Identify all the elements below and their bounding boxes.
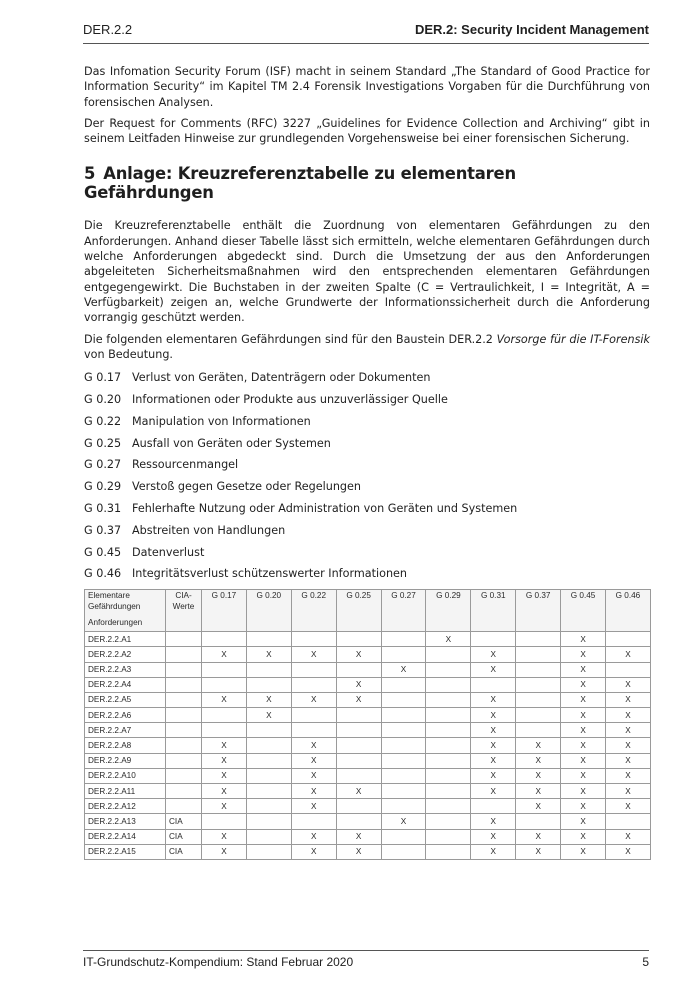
page-content bbox=[84, 64, 650, 860]
threat-column-header: G 0.27 bbox=[381, 590, 426, 632]
mapping-cell bbox=[426, 692, 471, 707]
mapping-cell bbox=[606, 632, 651, 647]
mapping-cell bbox=[291, 723, 336, 738]
table-row bbox=[85, 829, 651, 844]
header-module-id: DER.2.2 bbox=[83, 22, 133, 37]
mapping-cell bbox=[336, 723, 381, 738]
requirement-cell: DER.2.2.A10 bbox=[85, 768, 166, 783]
mapping-cell bbox=[381, 647, 426, 662]
threat-item bbox=[84, 414, 650, 436]
mapping-cell bbox=[381, 708, 426, 723]
requirement-cell: DER.2.2.A14 bbox=[85, 829, 166, 844]
mapping-cell bbox=[516, 632, 561, 647]
mapping-cell: X bbox=[246, 708, 291, 723]
requirement-cell: DER.2.2.A6 bbox=[85, 708, 166, 723]
threat-column-header: G 0.31 bbox=[471, 590, 516, 632]
mapping-cell bbox=[202, 632, 247, 647]
threat-label: Informationen oder Produkte aus unzuverlässiger Quelle bbox=[132, 392, 448, 406]
mapping-cell: X bbox=[426, 632, 471, 647]
mapping-cell: X bbox=[291, 829, 336, 844]
threat-label: Abstreiten von Handlungen bbox=[132, 523, 286, 537]
table-row bbox=[85, 738, 651, 753]
mapping-cell bbox=[246, 768, 291, 783]
threat-item bbox=[84, 392, 650, 414]
mapping-cell: X bbox=[291, 753, 336, 768]
threat-code: G 0.25 bbox=[84, 436, 122, 450]
mapping-cell: X bbox=[336, 647, 381, 662]
cia-cell bbox=[166, 784, 202, 799]
mapping-cell: X bbox=[291, 692, 336, 707]
mapping-cell bbox=[291, 814, 336, 829]
table-corner-cell bbox=[85, 590, 166, 632]
threat-item bbox=[84, 545, 650, 567]
threat-label: Ausfall von Geräten oder Systemen bbox=[132, 436, 331, 450]
mapping-cell bbox=[426, 753, 471, 768]
threat-column-header: G 0.29 bbox=[426, 590, 471, 632]
mapping-cell: X bbox=[516, 784, 561, 799]
threat-label: Verlust von Geräten, Datenträgern oder Dokumenten bbox=[132, 371, 431, 385]
mapping-cell: X bbox=[471, 738, 516, 753]
mapping-cell bbox=[336, 814, 381, 829]
mapping-cell bbox=[381, 829, 426, 844]
mapping-cell: X bbox=[606, 753, 651, 768]
threat-item bbox=[84, 457, 650, 479]
threat-label: Fehlerhafte Nutzung oder Administration von Geräten und Systemen bbox=[132, 501, 518, 515]
mapping-cell: X bbox=[606, 784, 651, 799]
header-divider bbox=[83, 43, 649, 44]
table-row bbox=[85, 768, 651, 783]
mapping-cell: X bbox=[561, 829, 606, 844]
threat-code: G 0.45 bbox=[84, 545, 122, 559]
mapping-cell: X bbox=[246, 647, 291, 662]
threat-label: Manipulation von Informationen bbox=[132, 414, 311, 428]
mapping-cell: X bbox=[291, 768, 336, 783]
mapping-cell: X bbox=[336, 829, 381, 844]
mapping-cell bbox=[381, 738, 426, 753]
mapping-cell: X bbox=[336, 784, 381, 799]
mapping-cell: X bbox=[471, 829, 516, 844]
threat-column-header: G 0.45 bbox=[561, 590, 606, 632]
table-row bbox=[85, 647, 651, 662]
mapping-cell bbox=[606, 662, 651, 677]
mapping-cell bbox=[426, 723, 471, 738]
mapping-cell: X bbox=[606, 708, 651, 723]
mapping-cell bbox=[381, 632, 426, 647]
mapping-cell bbox=[381, 753, 426, 768]
mapping-cell: X bbox=[202, 753, 247, 768]
paragraph2-prefix: Die folgenden elementaren Gefährdungen sind für den Baustein DER.2.2 bbox=[84, 332, 497, 346]
section-number: 5 bbox=[84, 164, 96, 184]
mapping-cell: X bbox=[336, 677, 381, 692]
threat-item bbox=[84, 479, 650, 501]
table-row bbox=[85, 753, 651, 768]
requirement-cell: DER.2.2.A4 bbox=[85, 677, 166, 692]
cia-cell bbox=[166, 677, 202, 692]
mapping-cell bbox=[202, 723, 247, 738]
mapping-cell: X bbox=[471, 753, 516, 768]
mapping-cell bbox=[246, 829, 291, 844]
cia-cell bbox=[166, 738, 202, 753]
mapping-cell: X bbox=[381, 814, 426, 829]
intro-paragraph-rfc: Der Request for Comments (RFC) 3227 „Guidelines for Evidence Collection and Archiving“ gibt in seinem Leitfaden Hinweise zur grundlegenden Vorgehensweise bei einer forensischen Sicherung. bbox=[84, 116, 650, 146]
mapping-cell: X bbox=[202, 738, 247, 753]
mapping-cell: X bbox=[561, 662, 606, 677]
cia-cell bbox=[166, 768, 202, 783]
mapping-cell: X bbox=[471, 844, 516, 859]
threat-column-header: G 0.46 bbox=[606, 590, 651, 632]
mapping-cell bbox=[381, 677, 426, 692]
mapping-cell: X bbox=[516, 753, 561, 768]
mapping-cell: X bbox=[291, 647, 336, 662]
mapping-cell: X bbox=[381, 662, 426, 677]
mapping-cell bbox=[246, 784, 291, 799]
cross-reference-table bbox=[84, 589, 651, 860]
requirement-cell: DER.2.2.A2 bbox=[85, 647, 166, 662]
mapping-cell bbox=[471, 632, 516, 647]
mapping-cell: X bbox=[471, 692, 516, 707]
mapping-cell bbox=[246, 814, 291, 829]
mapping-cell: X bbox=[606, 647, 651, 662]
mapping-cell: X bbox=[202, 844, 247, 859]
mapping-cell bbox=[336, 708, 381, 723]
cia-header: CIA-Werte bbox=[166, 590, 202, 632]
mapping-cell: X bbox=[606, 844, 651, 859]
threat-item bbox=[84, 436, 650, 458]
table-row bbox=[85, 632, 651, 647]
mapping-cell bbox=[516, 647, 561, 662]
threat-code: G 0.29 bbox=[84, 480, 122, 494]
mapping-cell bbox=[246, 738, 291, 753]
mapping-cell: X bbox=[471, 814, 516, 829]
mapping-cell: X bbox=[471, 647, 516, 662]
threat-column-header: G 0.17 bbox=[202, 590, 247, 632]
mapping-cell: X bbox=[606, 768, 651, 783]
cia-cell bbox=[166, 799, 202, 814]
threat-item bbox=[84, 566, 650, 588]
mapping-cell bbox=[381, 692, 426, 707]
threat-list bbox=[84, 370, 650, 588]
table-row bbox=[85, 799, 651, 814]
mapping-cell bbox=[516, 814, 561, 829]
section-heading bbox=[84, 164, 650, 202]
mapping-cell: X bbox=[516, 738, 561, 753]
mapping-cell: X bbox=[606, 829, 651, 844]
mapping-cell bbox=[336, 753, 381, 768]
mapping-cell bbox=[426, 647, 471, 662]
mapping-cell bbox=[246, 844, 291, 859]
paragraph2-emphasis: Vorsorge für die IT-Forensik bbox=[496, 332, 650, 346]
mapping-cell: X bbox=[561, 647, 606, 662]
cia-cell bbox=[166, 708, 202, 723]
threat-label: Verstoß gegen Gesetze oder Regelungen bbox=[132, 480, 361, 494]
mapping-cell bbox=[426, 844, 471, 859]
mapping-cell bbox=[336, 632, 381, 647]
mapping-cell bbox=[426, 784, 471, 799]
threat-item bbox=[84, 370, 650, 392]
cia-cell: CIA bbox=[166, 844, 202, 859]
mapping-cell: X bbox=[606, 677, 651, 692]
mapping-cell: X bbox=[202, 647, 247, 662]
mapping-cell: X bbox=[561, 708, 606, 723]
requirement-cell: DER.2.2.A7 bbox=[85, 723, 166, 738]
mapping-cell: X bbox=[561, 768, 606, 783]
requirement-cell: DER.2.2.A1 bbox=[85, 632, 166, 647]
requirement-cell: DER.2.2.A12 bbox=[85, 799, 166, 814]
requirement-cell: DER.2.2.A13 bbox=[85, 814, 166, 829]
mapping-cell bbox=[246, 677, 291, 692]
table-row bbox=[85, 677, 651, 692]
threat-label: Datenverlust bbox=[132, 545, 205, 559]
mapping-cell bbox=[246, 662, 291, 677]
mapping-cell: X bbox=[561, 692, 606, 707]
mapping-cell bbox=[291, 677, 336, 692]
paragraph2-suffix: von Bedeutung. bbox=[84, 347, 173, 361]
mapping-cell: X bbox=[202, 768, 247, 783]
mapping-cell: X bbox=[291, 799, 336, 814]
mapping-cell: X bbox=[471, 784, 516, 799]
requirement-cell: DER.2.2.A11 bbox=[85, 784, 166, 799]
mapping-cell bbox=[291, 708, 336, 723]
table-row bbox=[85, 662, 651, 677]
mapping-cell: X bbox=[561, 784, 606, 799]
mapping-cell bbox=[516, 677, 561, 692]
threat-column-header: G 0.25 bbox=[336, 590, 381, 632]
mapping-cell: X bbox=[202, 829, 247, 844]
footer-source: IT-Grundschutz-Kompendium: Stand Februar 2020 bbox=[83, 955, 354, 969]
header-title: DER.2: Security Incident Management bbox=[414, 22, 649, 37]
mapping-cell bbox=[381, 844, 426, 859]
cia-cell bbox=[166, 632, 202, 647]
section-paragraph: Die Kreuzreferenztabelle enthält die Zuordnung von elementaren Gefährdungen zu den Anforderungen. Anhand dieser Tabelle lässt sich ermitteln, welche elementaren Gefährdungen durch welche Anforderungen abgedeckt sind. Durch die Umsetzung der aus den Anforderungen abgeleiteten Sicherheitsmaßnahmen wird den entsprechenden elementaren Gefährdungen entgegengewirkt. Die Buchstaben in der zweiten Spalte (C = Vertraulichkeit, I = Integrität, A = Verfügbarkeit) zeigen an, welche Grundwerte der Informationssicherheit durch die Anforderung vorrangig geschützt werden. bbox=[84, 219, 650, 325]
mapping-cell: X bbox=[516, 829, 561, 844]
threat-item bbox=[84, 501, 650, 523]
mapping-cell bbox=[336, 662, 381, 677]
mapping-cell bbox=[516, 723, 561, 738]
mapping-cell bbox=[426, 799, 471, 814]
section-title: Anlage: Kreuzreferenztabelle zu elementaren Gefährdungen bbox=[84, 164, 516, 203]
footer-divider bbox=[83, 950, 649, 951]
mapping-cell bbox=[246, 753, 291, 768]
threat-code: G 0.46 bbox=[84, 567, 122, 581]
table-row bbox=[85, 692, 651, 707]
section-paragraph-2 bbox=[84, 332, 650, 363]
mapping-cell bbox=[381, 723, 426, 738]
mapping-cell bbox=[381, 799, 426, 814]
mapping-cell bbox=[516, 662, 561, 677]
page-number: 5 bbox=[642, 955, 649, 969]
threat-code: G 0.22 bbox=[84, 414, 122, 428]
table-body bbox=[85, 632, 651, 860]
mapping-cell: X bbox=[471, 768, 516, 783]
threat-item bbox=[84, 523, 650, 545]
requirement-cell: DER.2.2.A5 bbox=[85, 692, 166, 707]
mapping-cell: X bbox=[516, 844, 561, 859]
table-row bbox=[85, 844, 651, 859]
threat-code: G 0.37 bbox=[84, 523, 122, 537]
page-header bbox=[83, 22, 649, 40]
mapping-cell bbox=[202, 662, 247, 677]
mapping-cell bbox=[471, 799, 516, 814]
threat-column-header: G 0.22 bbox=[291, 590, 336, 632]
requirement-cell: DER.2.2.A9 bbox=[85, 753, 166, 768]
mapping-cell bbox=[426, 662, 471, 677]
threat-column-header: G 0.20 bbox=[246, 590, 291, 632]
mapping-cell: X bbox=[606, 723, 651, 738]
mapping-cell: X bbox=[561, 799, 606, 814]
intro-paragraph-isf: Das Infomation Security Forum (ISF) macht in seinem Standard „The Standard of Good Practice for Information Security“ im Kapitel TM 2.4 Forensik Investigations Vorgaben für die Durchführung von forensischen Analysen. bbox=[84, 65, 650, 109]
threat-label: Integritätsverlust schützenswerter Informationen bbox=[132, 567, 408, 581]
threat-code: G 0.20 bbox=[84, 392, 122, 406]
mapping-cell: X bbox=[561, 677, 606, 692]
mapping-cell bbox=[471, 677, 516, 692]
mapping-cell: X bbox=[291, 784, 336, 799]
mapping-cell bbox=[381, 784, 426, 799]
cia-cell bbox=[166, 723, 202, 738]
mapping-cell bbox=[426, 708, 471, 723]
mapping-cell bbox=[336, 799, 381, 814]
mapping-cell bbox=[426, 829, 471, 844]
mapping-cell: X bbox=[291, 844, 336, 859]
mapping-cell: X bbox=[202, 692, 247, 707]
mapping-cell: X bbox=[561, 844, 606, 859]
mapping-cell: X bbox=[561, 738, 606, 753]
mapping-cell: X bbox=[336, 692, 381, 707]
cia-cell: CIA bbox=[166, 814, 202, 829]
mapping-cell: X bbox=[516, 768, 561, 783]
mapping-cell: X bbox=[516, 799, 561, 814]
threat-label: Ressourcenmangel bbox=[132, 458, 239, 472]
mapping-cell: X bbox=[336, 844, 381, 859]
mapping-cell bbox=[291, 662, 336, 677]
corner-threats-label: Elementare Gefährdungen bbox=[88, 591, 141, 611]
table-row bbox=[85, 814, 651, 829]
cia-cell bbox=[166, 692, 202, 707]
table-row bbox=[85, 708, 651, 723]
mapping-cell: X bbox=[471, 708, 516, 723]
table-row bbox=[85, 784, 651, 799]
mapping-cell bbox=[291, 632, 336, 647]
mapping-cell bbox=[426, 738, 471, 753]
table-row bbox=[85, 723, 651, 738]
corner-requirements-label: Anforderungen bbox=[88, 618, 143, 628]
mapping-cell bbox=[516, 692, 561, 707]
mapping-cell: X bbox=[246, 692, 291, 707]
threat-code: G 0.17 bbox=[84, 371, 122, 385]
cia-cell: CIA bbox=[166, 829, 202, 844]
mapping-cell: X bbox=[202, 799, 247, 814]
cia-cell bbox=[166, 753, 202, 768]
requirement-cell: DER.2.2.A8 bbox=[85, 738, 166, 753]
threat-column-header: G 0.37 bbox=[516, 590, 561, 632]
mapping-cell: X bbox=[471, 662, 516, 677]
cia-cell bbox=[166, 662, 202, 677]
mapping-cell bbox=[606, 814, 651, 829]
mapping-cell: X bbox=[606, 799, 651, 814]
mapping-cell bbox=[426, 677, 471, 692]
mapping-cell bbox=[426, 814, 471, 829]
mapping-cell: X bbox=[561, 753, 606, 768]
threat-code: G 0.27 bbox=[84, 458, 122, 472]
mapping-cell bbox=[336, 768, 381, 783]
mapping-cell bbox=[246, 723, 291, 738]
mapping-cell bbox=[202, 814, 247, 829]
mapping-cell: X bbox=[471, 723, 516, 738]
mapping-cell: X bbox=[606, 738, 651, 753]
mapping-cell: X bbox=[606, 692, 651, 707]
mapping-cell: X bbox=[291, 738, 336, 753]
requirement-cell: DER.2.2.A3 bbox=[85, 662, 166, 677]
mapping-cell bbox=[202, 677, 247, 692]
mapping-cell: X bbox=[561, 814, 606, 829]
mapping-cell bbox=[426, 768, 471, 783]
mapping-cell: X bbox=[202, 784, 247, 799]
threat-code: G 0.31 bbox=[84, 501, 122, 515]
mapping-cell bbox=[516, 708, 561, 723]
cia-cell bbox=[166, 647, 202, 662]
mapping-cell bbox=[202, 708, 247, 723]
mapping-cell bbox=[336, 738, 381, 753]
mapping-cell bbox=[246, 632, 291, 647]
mapping-cell: X bbox=[561, 723, 606, 738]
mapping-cell bbox=[246, 799, 291, 814]
table-header-row bbox=[85, 590, 651, 632]
mapping-cell: X bbox=[561, 632, 606, 647]
requirement-cell: DER.2.2.A15 bbox=[85, 844, 166, 859]
mapping-cell bbox=[381, 768, 426, 783]
